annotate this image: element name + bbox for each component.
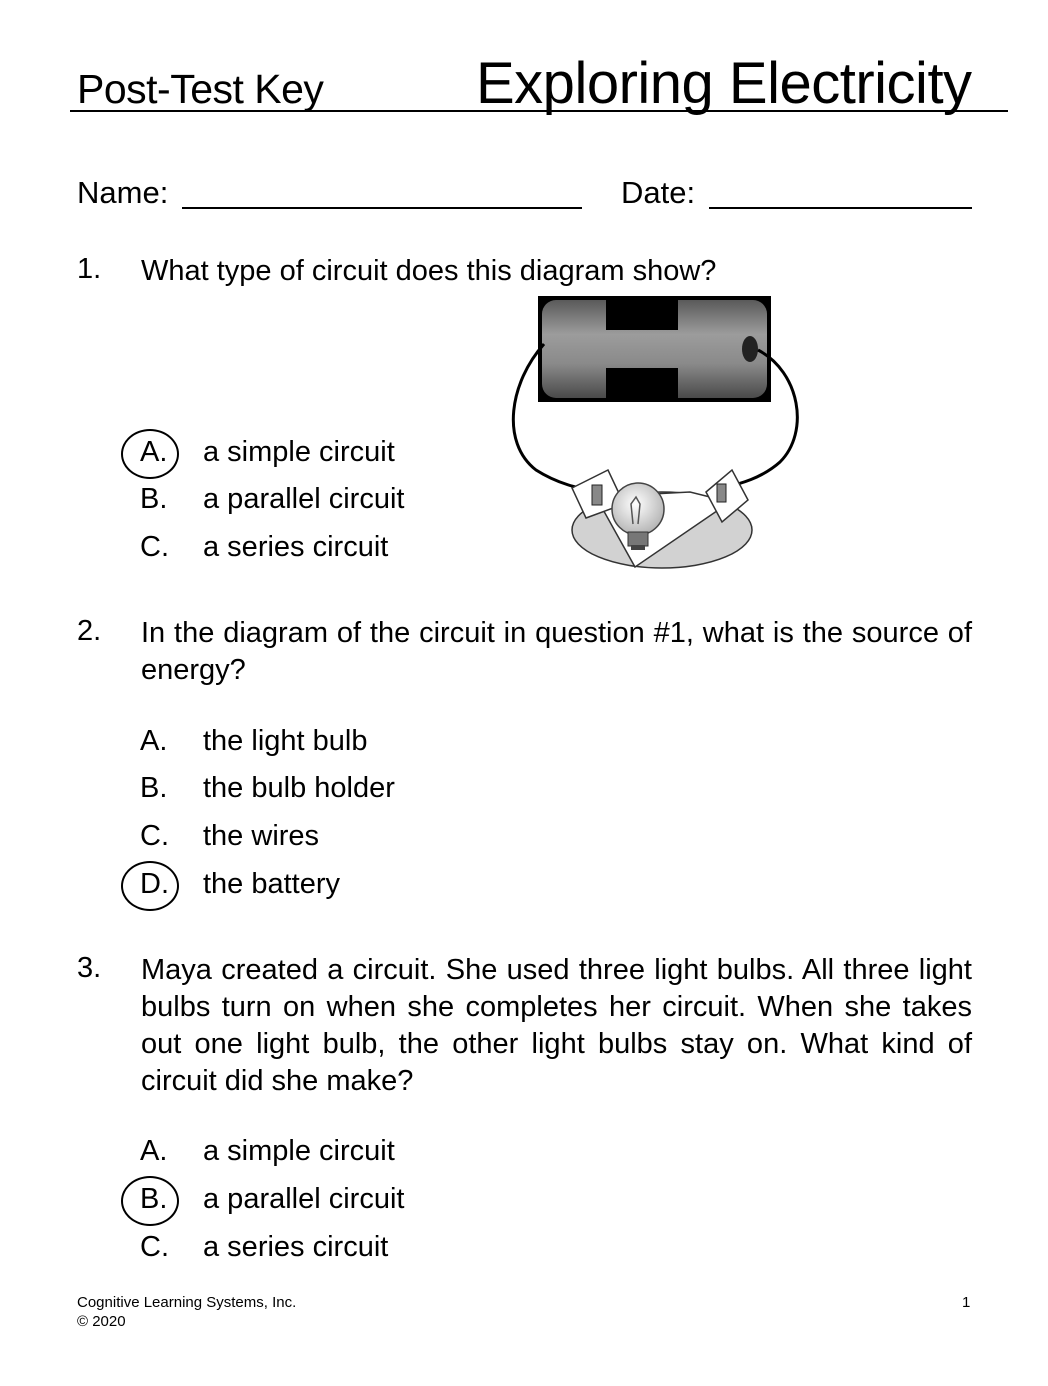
option-letter: C. <box>140 531 169 563</box>
battery-icon <box>538 296 771 402</box>
date-label: Date: <box>621 175 696 210</box>
option-text: a series circuit <box>203 1231 389 1263</box>
footer-company: Cognitive Learning Systems, Inc. <box>77 1294 297 1311</box>
name-blank-line[interactable] <box>182 207 582 209</box>
worksheet-title: Exploring Electricity <box>476 51 972 116</box>
option-text: the light bulb <box>203 725 368 757</box>
worksheet-subtitle: Post-Test Key <box>77 66 324 112</box>
option-text: the wires <box>203 820 320 852</box>
option-letter: B. <box>140 1183 168 1215</box>
question-3-number: 3. <box>77 952 102 984</box>
option-text: a parallel circuit <box>203 483 405 515</box>
option-text: a series circuit <box>203 531 389 563</box>
page-number: 1 <box>962 1294 971 1311</box>
option-letter: C. <box>140 1231 169 1263</box>
option-letter: A. <box>140 436 168 468</box>
header-rule <box>70 110 1008 112</box>
question-2-text: In the diagram of the circuit in question #1, what is the source of energy? <box>141 617 972 686</box>
question-2-number: 2. <box>77 615 102 647</box>
question-1-number: 1. <box>77 253 102 285</box>
simple-circuit-diagram <box>500 292 820 582</box>
question-3-text: Maya created a circuit. She used three light bulbs. All three light bulbs turn on when she completes her circuit. When she takes out one light bulb, the other light bulbs stay on. What kind of circuit did she make? <box>141 954 972 1097</box>
option-text: a parallel circuit <box>203 1183 405 1215</box>
footer-copyright: © 2020 <box>77 1313 126 1330</box>
option-letter: A. <box>140 725 168 757</box>
option-text: the bulb holder <box>203 772 395 804</box>
option-letter: D. <box>140 868 169 900</box>
option-letter: A. <box>140 1135 168 1167</box>
option-text: a simple circuit <box>203 436 395 468</box>
option-text: the battery <box>203 868 341 900</box>
option-letter: B. <box>140 483 168 515</box>
option-text: a simple circuit <box>203 1135 395 1167</box>
name-label: Name: <box>77 175 169 210</box>
option-letter: C. <box>140 820 169 852</box>
date-blank-line[interactable] <box>709 207 972 209</box>
option-letter: B. <box>140 772 168 804</box>
question-1-text: What type of circuit does this diagram show? <box>141 255 717 287</box>
